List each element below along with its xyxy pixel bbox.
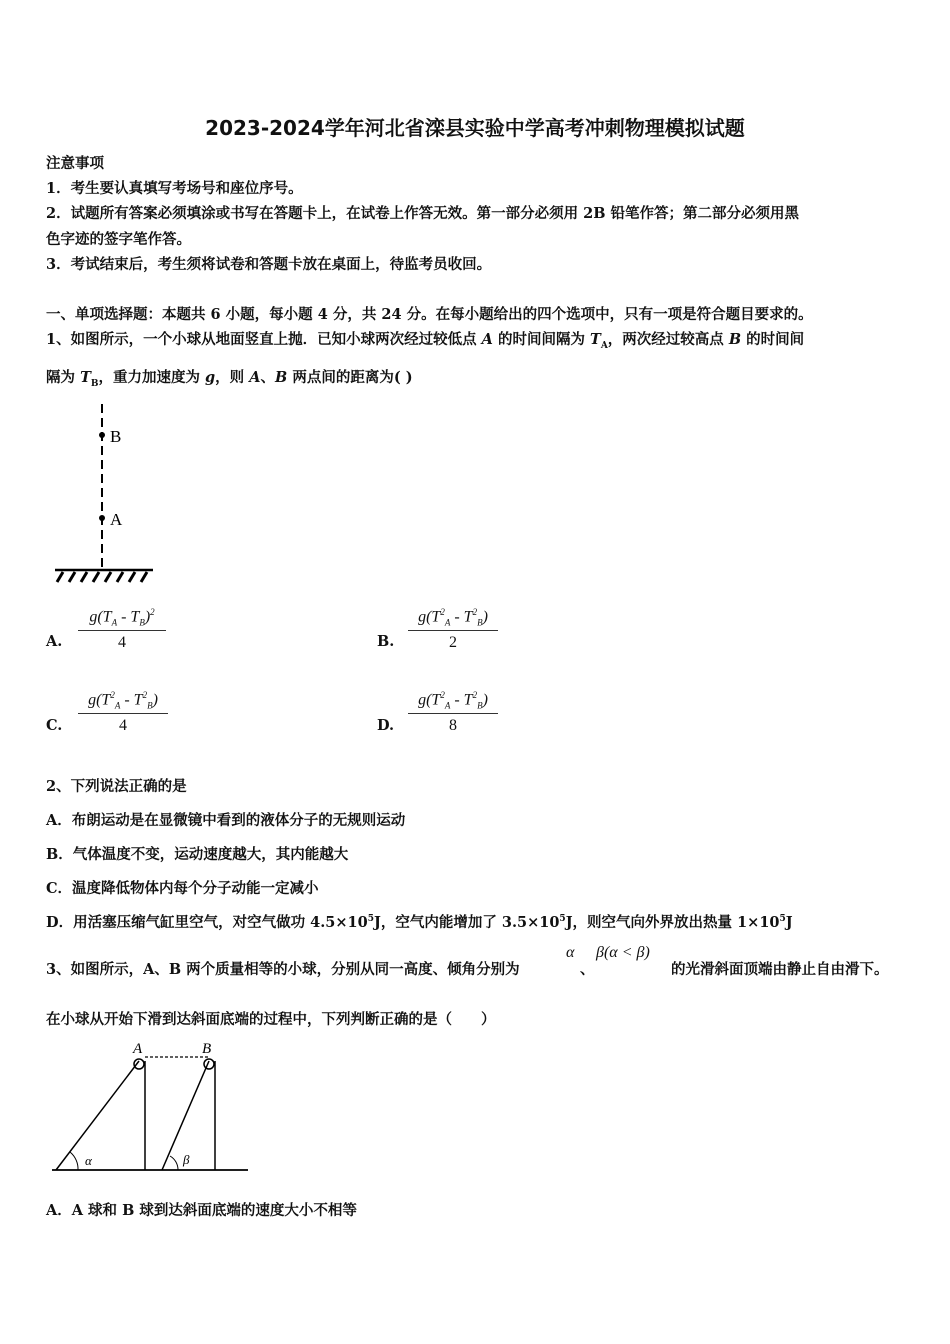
page-title: 2023-2024学年河北省滦县实验中学高考冲刺物理模拟试题 <box>205 116 745 140</box>
notice-heading: 注意事项 <box>46 155 104 172</box>
option-c-formula: $\frac{g(T^2_A - T^2_B)}{4}$ <box>78 690 168 735</box>
section-1-heading: 一、单项选择题：本题共 6 小题，每小题 4 分，共 24 分。在每小题给出的四个选项中，只有一项是符合题目要求的。 <box>46 306 813 323</box>
question-1-line-1: 1、如图所示，一个小球从地面竖直上抛．已知小球两次经过较低点 A 的时间间隔为 $T_A$，两次经过较高点 B 的时间间 <box>46 331 805 351</box>
notice-item-1: 1．考生要认真填写考场号和座位序号。 <box>46 180 303 197</box>
question-3-line-1-part-1: 3、如图所示，A、B 两个质量相等的小球，分别从同一高度、倾角分别为 <box>46 961 520 978</box>
question-2-option-a: A．布朗运动是在显微镜中看到的液体分子的无规则运动 <box>46 812 406 829</box>
question-3-option-a: A．A 球和 B 球到达斜面底端的速度大小不相等 <box>46 1202 357 1219</box>
inclined-planes-figure <box>48 1036 253 1178</box>
question-3-line-1-part-2: 的光滑斜面顶端由静止自由滑下。 <box>671 961 889 978</box>
question-2-stem: 2、下列说法正确的是 <box>46 778 187 795</box>
option-d-denominator: 8 <box>449 716 457 734</box>
option-b-label: B. <box>377 633 395 650</box>
notice-item-3: 3．考试结束后，考生须将试卷和答题卡放在桌面上，待监考员收回。 <box>46 256 492 273</box>
option-a-denominator: 4 <box>118 633 126 651</box>
figure-label-a: A <box>133 1041 143 1057</box>
question-2-option-c: C．温度降低物体内每个分子动能一定减小 <box>46 880 319 897</box>
question-1-line-2: 隔为 $T_B$，重力加速度为 g，则 A、B 两点间的距离为( ) <box>46 369 413 389</box>
question-3-line-2: 在小球从开始下滑到达斜面底端的过程中，下列判断正确的是（ ） <box>46 1011 496 1028</box>
option-d-formula: $\frac{g(T^2_A - T^2_B)}{8}$ <box>408 690 498 735</box>
separator: 、 <box>580 961 595 978</box>
notice-item-2-line-2: 色字迹的签字笔作答。 <box>46 231 191 248</box>
notice-item-2-line-1: 2．试题所有答案必须填涂或书写在答题卡上，在试卷上作答无效。第一部分必须用 2B 铅笔作答；第二部分必须用黑 <box>46 205 800 222</box>
vertical-throw-figure <box>50 400 160 585</box>
option-a-formula: $\frac{g(T_A - T_B)^2}{4}$ <box>78 607 166 652</box>
option-c-label: C. <box>46 717 63 734</box>
point-b-label: B <box>110 427 122 446</box>
option-d-label: D. <box>377 717 395 734</box>
figure-alpha: α <box>85 1153 92 1168</box>
option-b-formula: $\frac{g(T^2_A - T^2_B)}{2}$ <box>408 607 498 652</box>
question-2-option-b: B．气体温度不变，运动速度越大，其内能越大 <box>46 846 349 863</box>
option-a-label: A. <box>46 633 63 650</box>
figure-beta: β <box>183 1152 190 1167</box>
option-c-denominator: 4 <box>119 716 127 734</box>
question-2-option-d: D．用活塞压缩气缸里空气，对空气做功 $4.5\times 10^5J$，空气内能增加了 $3.5\times 10^5J$，则空气向外界放出热量 $1\times 10^5J$ <box>46 914 793 931</box>
figure-label-b: B <box>202 1041 212 1057</box>
beta-condition: β(α < β) <box>596 944 650 961</box>
option-b-denominator: 2 <box>449 633 457 651</box>
alpha-symbol: α <box>566 944 575 961</box>
point-a-label: A <box>110 510 123 529</box>
